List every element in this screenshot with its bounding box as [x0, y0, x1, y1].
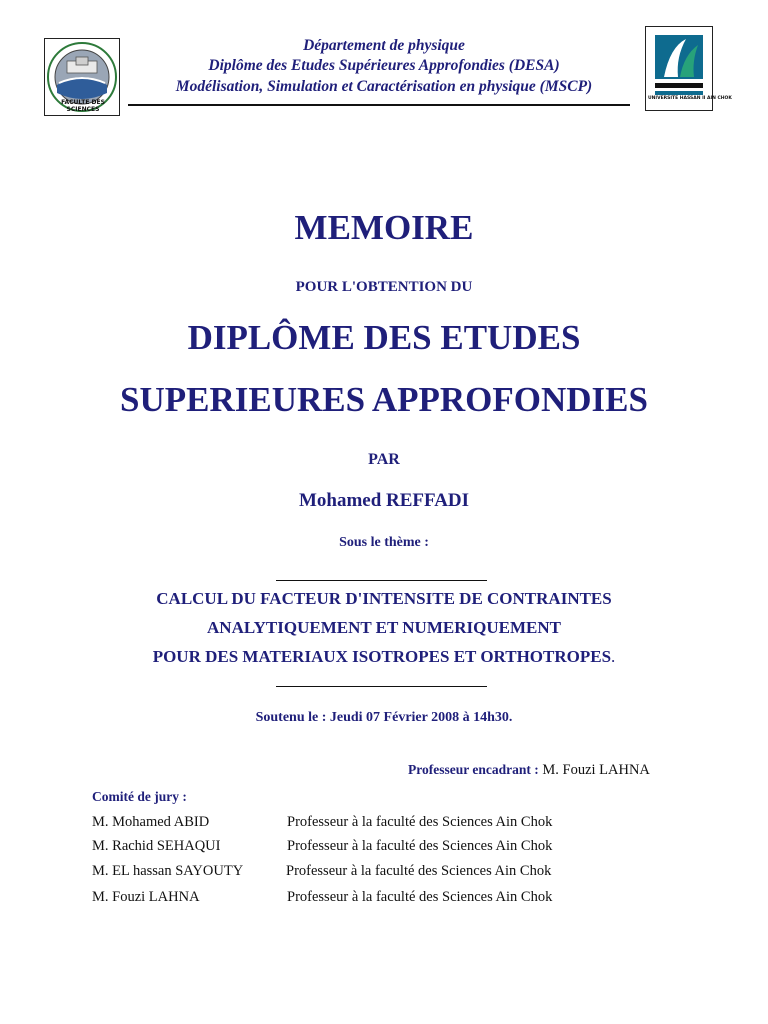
header-diploma: Diplôme des Etudes Supérieures Approfondies (DESA) [208, 57, 560, 74]
page-title: MEMOIRE [294, 208, 474, 247]
page-subtitle: POUR L'OBTENTION DU [295, 279, 473, 295]
header-divider [128, 104, 630, 106]
jury-member-role: Professeur à la faculté des Sciences Ain Chok [287, 838, 553, 854]
degree-line-1: DIPLÔME DES ETUDES [187, 318, 581, 357]
supervisor-name: M. Fouzi LAHNA [538, 762, 650, 778]
theme-line-2: ANALYTIQUEMENT ET NUMERIQUEMENT [207, 618, 561, 637]
defense-date: Soutenu le : Jeudi 07 Février 2008 à 14h30. [255, 710, 513, 725]
jury-member-name: M. Mohamed ABID [92, 814, 210, 830]
jury-label: Comité de jury : [92, 789, 187, 804]
header-program: Modélisation, Simulation et Caractérisation en physique (MSCP) [175, 78, 593, 95]
theme-line-3-wrap [0, 647, 768, 667]
jury-member-name: M. EL hassan SAYOUTY [92, 863, 244, 879]
university-logo-caption: UNIVERSITE HASSAN II AIN CHOK [648, 96, 732, 101]
jury-member-name: M. Rachid SEHAQUI [92, 838, 221, 854]
supervisor-label: Professeur encadrant : [408, 762, 539, 777]
jury-member-name: M. Fouzi LAHNA [92, 889, 200, 905]
degree-line-2: SUPERIEURES APPROFONDIES [119, 380, 648, 419]
theme-line-3-period: . [611, 647, 616, 666]
par-label: PAR [368, 451, 400, 468]
theme-line-1: CALCUL DU FACTEUR D'INTENSITE DE CONTRAINTES [156, 589, 612, 608]
theme-top-rule [276, 580, 487, 581]
header-department: Département de physique [303, 37, 465, 54]
theme-label: Sous le thème : [339, 535, 429, 550]
theme-bottom-rule [276, 686, 487, 687]
jury-member-role: Professeur à la faculté des Sciences Ain Chok [286, 863, 552, 879]
author-name: Mohamed REFFADI [298, 490, 470, 511]
theme-line-3: POUR DES MATERIAUX ISOTROPES ET ORTHOTROPES [152, 647, 612, 666]
jury-member-role: Professeur à la faculté des Sciences Ain Chok [287, 889, 553, 905]
jury-member-role: Professeur à la faculté des Sciences Ain Chok [287, 814, 553, 830]
faculty-logo-caption: FACULTE DES SCIENCES [61, 99, 105, 113]
supervisor [408, 762, 650, 779]
